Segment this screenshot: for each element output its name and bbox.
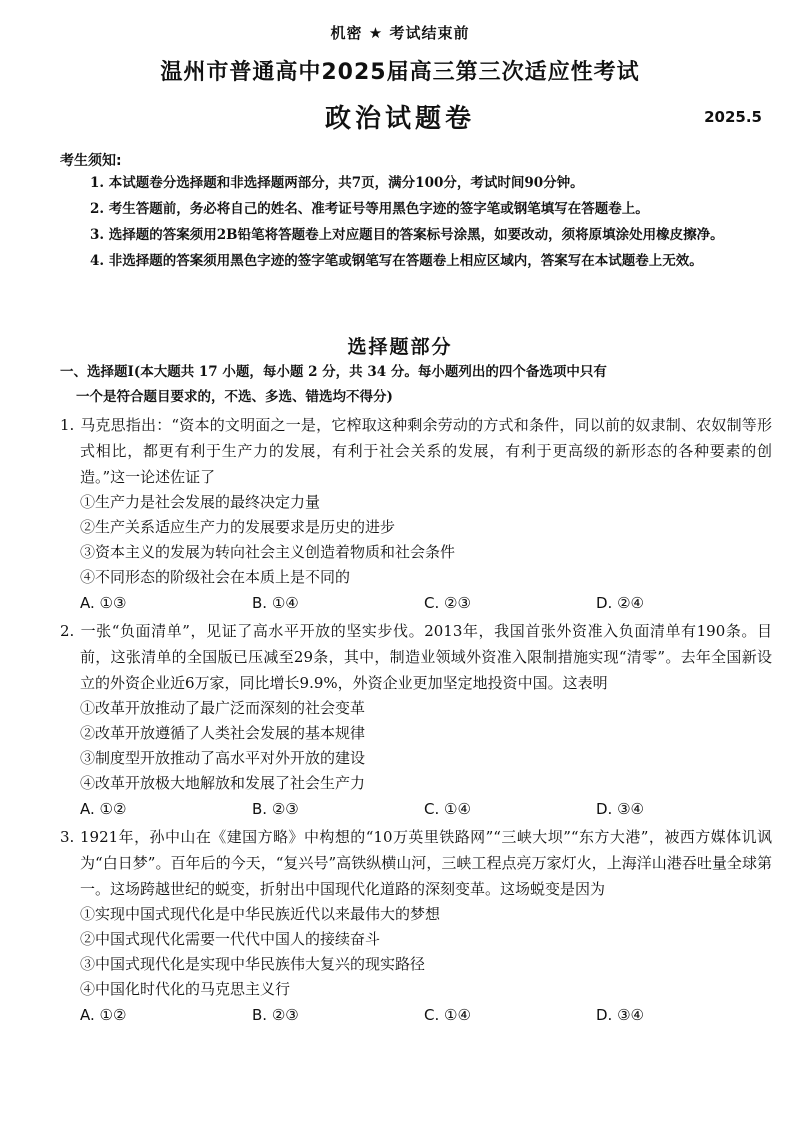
- statement: ②中国式现代化需要一代代中国人的接续奋斗: [80, 930, 381, 948]
- part-heading-line: 一个是符合题目要求的，不选、多选、错选均不得分): [76, 389, 393, 405]
- notice-item: 4. 非选择题的答案须用黑色字迹的签字笔或钢笔写在答题卷上相应区域内，答案写在本试题卷上无效。: [90, 253, 703, 269]
- paper-subtitle: 政治试题卷: [324, 104, 475, 134]
- question-1: [60, 412, 772, 616]
- statement: ③中国式现代化是实现中华民族伟大复兴的现实路径: [80, 955, 426, 973]
- option-c: C. ①④: [424, 1006, 471, 1024]
- question-list: [60, 412, 772, 1030]
- part-heading-line: 一、选择题Ⅰ(本大题共 17 小题，每小题 2 分，共 34 分。每小题列出的四个备选项中只有: [60, 364, 607, 380]
- option-a: A. ①③: [80, 594, 127, 612]
- notice-item: 1. 本试题卷分选择题和非选择题两部分，共7页，满分100分，考试时间90分钟。: [90, 175, 584, 191]
- option-a: A. ①②: [80, 1006, 127, 1024]
- question-2: [60, 618, 772, 822]
- question-stem: [60, 824, 772, 902]
- notice-list: [60, 170, 765, 274]
- statement: ②生产关系适应生产力的发展要求是历史的进步: [80, 518, 396, 536]
- statement: ①实现中国式现代化是中华民族近代以来最伟大的梦想: [80, 905, 441, 923]
- question-text: 一张“负面清单”，见证了高水平开放的坚实步伐。2013年，我国首张外资准入负面清单有190条。目前，这张清单的全国版已压减至29条，其中，制造业领域外资准入限制措施实现“清零”。去年全国新设立的外资企业近6万家，同比增长9.9%，外资企业更加坚定地投资中国。这表明: [80, 622, 772, 692]
- question-number: 2.: [60, 622, 75, 640]
- notice-item: 3. 选择题的答案须用2B铅笔将答题卷上对应题目的答案标号涂黑，如要改动，须将原填涂处用橡皮擦净。: [90, 227, 724, 243]
- statement: ④不同形态的阶级社会在本质上是不同的: [80, 568, 351, 586]
- statement: ④中国化时代化的马克思主义行: [80, 980, 291, 998]
- statement: ③资本主义的发展为转向社会主义创造着物质和社会条件: [80, 543, 456, 561]
- question-text: 马克思指出：“资本的文明面之一是，它榨取这种剩余劳动的方式和条件，同以前的奴隶制、农奴制等形式相比，都更有利于生产力的发展，有利于社会关系的发展，有利于更高级的新形态的各种要素的创造。”这一论述佐证了: [80, 416, 772, 486]
- option-d: D. ③④: [596, 1006, 644, 1024]
- statement: ②改革开放遵循了人类社会发展的基本规律: [80, 724, 366, 742]
- option-b: B. ②③: [252, 800, 299, 818]
- part-heading: [60, 360, 770, 410]
- option-b: B. ①④: [252, 594, 299, 612]
- question-number: 1.: [60, 416, 75, 434]
- answer-options: [60, 590, 772, 616]
- section-title: 选择题部分: [347, 336, 453, 358]
- notice-item: 2. 考生答题前，务必将自己的姓名、准考证号等用黑色字迹的签字笔或钢笔填写在答题卷上。: [90, 201, 649, 217]
- statement: ①生产力是社会发展的最终决定力量: [80, 493, 321, 511]
- option-d: D. ③④: [596, 800, 644, 818]
- question-stem: [60, 618, 772, 696]
- statement: ④改革开放极大地解放和发展了社会生产力: [80, 774, 366, 792]
- answer-options: [60, 796, 772, 822]
- option-c: C. ①④: [424, 800, 471, 818]
- answer-options: [60, 1002, 772, 1028]
- option-d: D. ②④: [596, 594, 644, 612]
- confidential-label: 机密 ★ 考试结束前: [330, 24, 470, 42]
- question-stem: [60, 412, 772, 490]
- question-number: 3.: [60, 828, 75, 846]
- question-text: 1921年，孙中山在《建国方略》中构想的“10万英里铁路网”“三峡大坝”“东方大港”，被西方媒体讥讽为“白日梦”。百年后的今天，“复兴号”高铁纵横山河，三峡工程点亮万家灯火，上海洋山港吞吐量全球第一。这场跨越世纪的蜕变，折射出中国现代化道路的深刻变革。这场蜕变是因为: [80, 828, 772, 898]
- option-c: C. ②③: [424, 594, 471, 612]
- exam-title: 温州市普通高中2025届高三第三次适应性考试: [160, 60, 640, 85]
- statement: ①改革开放推动了最广泛而深刻的社会变革: [80, 699, 366, 717]
- exam-date: 2025.5: [704, 108, 762, 126]
- notice-heading: 考生须知:: [60, 153, 122, 169]
- option-b: B. ②③: [252, 1006, 299, 1024]
- question-3: [60, 824, 772, 1028]
- option-a: A. ①②: [80, 800, 127, 818]
- statement: ③制度型开放推动了高水平对外开放的建设: [80, 749, 366, 767]
